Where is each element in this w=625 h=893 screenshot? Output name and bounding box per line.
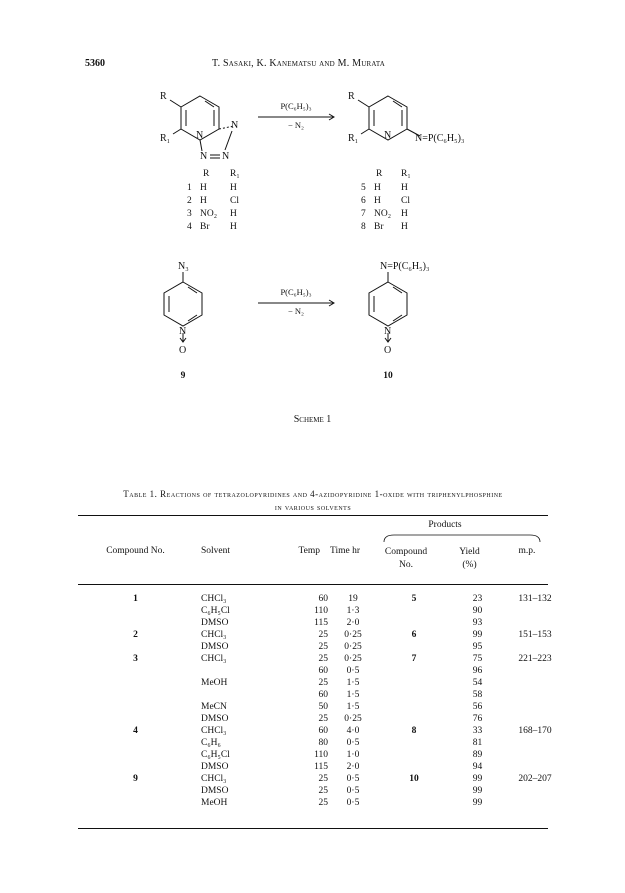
products-group-header: Products [428,520,462,530]
table-row [78,749,565,761]
cell-pcomp: 10 [409,774,419,784]
r1-N3-label: N [200,151,208,162]
svg-text:H: H [230,183,237,193]
cell-mp: 202–207 [518,774,552,784]
table-row [78,773,565,785]
cell-time: 0·5 [346,786,360,796]
cell-mp [505,749,565,761]
header-yield: Yield (%) [459,547,480,570]
cell-temp: 25 [318,798,328,808]
r2-azide-label: N₃ [178,261,189,272]
cell-temp: 115 [314,762,328,772]
products-bracket [380,533,545,543]
cell-time: 1·0 [346,750,360,760]
cell-pcomp [378,677,450,689]
cell-yield: 23 [472,594,483,604]
table-row [78,653,565,665]
compound-10-label: 10 [383,371,393,381]
cell-mp: 221–223 [518,654,552,664]
cell-mp [505,761,565,773]
cell-time: 1·5 [346,702,360,712]
p1-R1-label: R₁ [348,133,359,144]
p2-O-label: O [384,345,392,356]
cell-compound: 1 [133,594,138,604]
cell-compound [78,701,193,713]
cell-solvent: MeOH [201,678,228,688]
r1-R-label: R [160,91,167,102]
cell-pcomp: 8 [411,726,417,736]
cell-pcomp: 5 [411,594,417,604]
cell-mp: 168–170 [518,726,552,736]
cell-temp: 115 [314,618,328,628]
cell-compound [78,665,193,677]
r1-R1-label: R₁ [160,133,171,144]
svg-text:Cl: Cl [401,196,410,206]
svg-text:H: H [230,222,237,232]
cell-yield: 76 [472,714,483,724]
p2-substituent: N=P(C₆H₅)₃ [380,261,430,272]
table-row [78,617,565,629]
cell-yield: 33 [472,726,483,736]
cell-solvent: CHCl₃ [201,726,227,736]
table-row [78,713,565,725]
cell-temp: 25 [318,654,328,664]
cell-solvent: DMSO [201,642,229,652]
svg-text:H: H [401,222,408,232]
r2-O-label: O [179,345,187,356]
header-product-compound: Compound No. [384,547,428,570]
table-row [78,605,565,617]
cell-time: 0·25 [344,654,362,664]
r2-N-label: N [179,326,187,337]
header-mp: m.p. [518,546,536,556]
cell-mp [505,689,565,701]
cell-mp [505,797,565,809]
cell-compound [78,677,193,689]
cell-temp: 60 [318,594,328,604]
cell-yield: 99 [472,786,483,796]
cell-mp [505,713,565,725]
table-caption: Table 1. Reactions of tetrazolopyridines and 4-azidopyridine 1-oxide with triphenylphosphine in various solvents [123,489,503,512]
cell-yield: 89 [472,750,483,760]
svg-text:H: H [374,196,381,206]
cell-temp: 110 [314,606,328,616]
cell-time: 1·5 [346,678,360,688]
cell-compound [78,797,193,809]
p1-N-label: N [384,130,392,141]
svg-text:5: 5 [361,183,366,193]
header-temp: Temp [298,546,320,556]
p1-substituent: N=P(C₆H₅)₃ [415,133,465,144]
r1-N-label: N [196,130,204,141]
cell-compound [78,617,193,629]
table-row [78,785,565,797]
cell-time: 0·25 [344,642,362,652]
table-top-rule [78,515,548,516]
cell-compound [78,713,193,725]
cell-pcomp [378,785,450,797]
svg-text:H: H [374,183,381,193]
cell-yield: 56 [472,702,483,712]
cell-yield: 95 [472,642,483,652]
table-row [78,737,565,749]
cell-solvent [193,665,273,677]
cell-mp: 131–132 [518,594,552,604]
cell-mp [505,605,565,617]
cell-yield: 75 [472,654,483,664]
svg-text:Br: Br [200,222,210,232]
cell-solvent: CHCl₃ [201,630,227,640]
cell-pcomp [378,605,450,617]
cell-yield: 81 [472,738,483,748]
cell-temp: 80 [318,738,328,748]
table-row [78,593,565,605]
cell-time: 1·5 [346,690,360,700]
cell-solvent: DMSO [201,762,229,772]
svg-text:7: 7 [361,209,366,219]
cell-yield: 99 [472,774,483,784]
cell-temp: 50 [318,702,328,712]
scheme-caption: Scheme 1 [293,414,332,425]
svg-text:H: H [200,196,207,206]
p2-N-label: N [384,326,392,337]
arrow2-byproduct: − N₂ [287,306,305,316]
cell-time: 0·5 [346,798,360,808]
table-row [78,629,565,641]
cell-mp: 151–153 [518,630,552,640]
cell-temp: 25 [318,678,328,688]
svg-text:H: H [401,183,408,193]
cell-pcomp [378,641,450,653]
arrow2-reagent: P(C₆H₅)₃ [280,287,312,297]
cell-temp: 25 [318,774,328,784]
svg-text:R₁: R₁ [230,169,240,179]
cell-solvent: CHCl₃ [201,774,227,784]
cell-solvent: C₆H₆ [201,738,221,748]
cell-pcomp [378,737,450,749]
tetrazolopyridine-structure [170,96,234,158]
cell-time: 0·5 [346,666,360,676]
header-time: Time hr [329,546,360,556]
compound-9-label: 9 [180,371,186,381]
cell-solvent: C₆H₅Cl [201,750,230,760]
cell-time: 0·25 [344,714,362,724]
table-row [78,641,565,653]
cell-solvent: DMSO [201,714,229,724]
svg-text:Br: Br [374,222,384,232]
cell-time: 2·0 [346,762,360,772]
svg-text:H: H [230,209,237,219]
table-row [78,797,565,809]
svg-text:3: 3 [187,209,192,219]
svg-text:H: H [200,183,207,193]
arrow1-reagent: P(C₆H₅)₃ [280,101,312,111]
cell-yield: 54 [472,678,483,688]
svg-text:NO₂: NO₂ [200,209,218,219]
table-bottom-rule [78,828,548,829]
table-row [78,725,565,737]
cell-mp [505,617,565,629]
cell-compound: 2 [133,630,138,640]
cell-pcomp [378,689,450,701]
cell-yield: 99 [472,630,483,640]
cell-pcomp [378,713,450,725]
cell-solvent: MeOH [201,798,228,808]
table-header-rule [78,584,548,585]
svg-text:8: 8 [361,222,366,232]
cell-mp [505,677,565,689]
cell-mp [505,665,565,677]
cell-pcomp [378,761,450,773]
table-row [78,677,565,689]
cell-pcomp: 6 [411,630,417,640]
cell-compound [78,737,193,749]
cell-time: 19 [348,594,358,604]
svg-text:R: R [203,169,210,179]
cell-solvent: CHCl₃ [201,654,227,664]
r1-N2-label: N [231,120,239,131]
cell-pcomp: 7 [411,654,417,664]
cell-pcomp [378,701,450,713]
cell-pcomp [378,617,450,629]
cell-compound [78,749,193,761]
running-header-authors: T. Sasaki, K. Kanematsu and M. Murata [212,58,385,69]
cell-compound: 3 [133,654,138,664]
table-row [78,761,565,773]
cell-yield: 93 [472,618,483,628]
cell-solvent: C₆H₅Cl [201,606,230,616]
cell-solvent [193,689,273,701]
page-number: 5360 [85,58,105,69]
cell-temp: 60 [318,726,328,736]
svg-text:R: R [376,169,383,179]
cell-time: 0·5 [346,774,360,784]
cell-compound [78,689,193,701]
cell-pcomp [378,749,450,761]
cell-time: 1·3 [346,606,360,616]
svg-text:2: 2 [187,196,192,206]
cell-mp [505,641,565,653]
cell-temp: 60 [318,690,328,700]
cell-solvent: MeCN [201,702,227,712]
cell-compound: 4 [133,726,138,736]
header-solvent: Solvent [201,546,231,556]
table-row [78,689,565,701]
cell-solvent: DMSO [201,618,229,628]
cell-yield: 94 [472,762,483,772]
cell-temp: 60 [318,666,328,676]
svg-text:R₁: R₁ [401,169,411,179]
cell-mp [505,701,565,713]
cell-yield: 99 [472,798,483,808]
product-list [361,169,411,232]
cell-compound: 9 [133,774,138,784]
cell-temp: 110 [314,750,328,760]
cell-solvent: DMSO [201,786,229,796]
cell-yield: 90 [472,606,483,616]
table-row [78,701,565,713]
svg-text:1: 1 [187,183,192,193]
cell-temp: 25 [318,630,328,640]
cell-compound [78,641,193,653]
cell-temp: 25 [318,714,328,724]
cell-yield: 58 [472,690,483,700]
results-table [78,593,565,809]
cell-pcomp [378,797,450,809]
svg-text:6: 6 [361,196,366,206]
cell-compound [78,605,193,617]
p1-R-label: R [348,91,355,102]
header-compound: Compound No. [106,546,165,556]
reaction-scheme [0,0,625,430]
cell-time: 2·0 [346,618,360,628]
cell-pcomp [378,665,450,677]
cell-compound [78,785,193,797]
cell-mp [505,785,565,797]
cell-temp: 25 [318,642,328,652]
svg-text:H: H [401,209,408,219]
reactant-list [187,169,240,232]
svg-text:Cl: Cl [230,196,239,206]
cell-yield: 96 [472,666,483,676]
cell-time: 4·0 [346,726,360,736]
cell-temp: 25 [318,786,328,796]
table-row [78,665,565,677]
svg-text:4: 4 [187,222,192,232]
cell-compound [78,761,193,773]
arrow1-byproduct: − N₂ [287,120,305,130]
cell-mp [505,737,565,749]
cell-time: 0·5 [346,738,360,748]
r1-N4-label: N [222,151,230,162]
cell-solvent: CHCl₃ [201,594,227,604]
svg-text:NO₂: NO₂ [374,209,392,219]
cell-time: 0·25 [344,630,362,640]
